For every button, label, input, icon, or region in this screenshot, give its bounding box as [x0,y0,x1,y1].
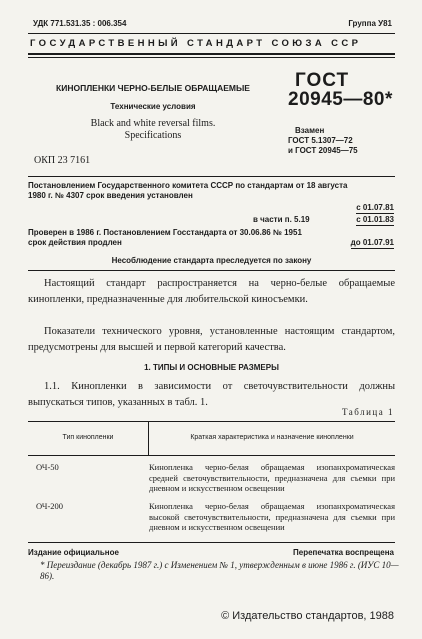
document-title: КИНОПЛЕНКИ ЧЕРНО-БЕЛЫЕ ОБРАЩАЕМЫЕ [56,83,250,93]
paragraph-quality: Показатели технического уровня, установленные настоящим стандартом, предусмотрены для высшей и первой категорий качества. [28,326,395,353]
row-film-type: ОЧ-50 [36,462,59,472]
legal-warning: Несоблюдение стандарта преследуется по закону [111,256,312,265]
document-subtitle: Технические условия [110,102,196,111]
state-standard-heading: ГОСУДАРСТВЕННЫЙ СТАНДАРТ СОЮЗА ССР [30,38,362,49]
table-top-rule [28,421,395,422]
okp-code: ОКП 23 7161 [34,155,91,166]
intro-date-2: с 01.01.83 [356,215,394,224]
table-header-type: Тип кинопленки [62,434,114,441]
gost-label: ГОСТ [295,70,350,91]
replaces-label: Взамен [295,126,325,135]
top-rule [28,33,395,34]
table-header-rule [28,455,395,456]
header-rule-thick [28,53,395,55]
english-title [28,118,278,142]
replaces-gost-1: ГОСТ 5.1307—72 [288,136,353,145]
gost-number: 20945—80* [288,89,393,110]
english-title-line1: Black and white reversal films. [90,118,216,129]
resolution-line1: Постановлением Государственного комитета СССР по стандартам от 18 августа [28,181,348,190]
group-code: Группа У81 [348,19,392,28]
paragraph-types: 1.1. Кинопленки в зависимости от светочувствительности должны выпускаться типов, указанных в табл. 1. [28,381,395,408]
udk-code: УДК 771.531.35 : 006.354 [33,19,127,28]
table-bottom-rule [28,542,395,543]
official-edition: Издание официальное [28,548,119,557]
row-film-type: ОЧ-200 [36,501,64,511]
checked-line1: Проверен в 1986 г. Постановлением Госстандарта от 30.06.86 № 1951 [28,228,302,237]
table-header-description: Краткая характеристика и назначение кинопленки [190,434,354,441]
section-title: 1. ТИПЫ И ОСНОВНЫЕ РАЗМЕРЫ [144,363,279,372]
resolution-line2: 1980 г. № 4307 срок введения установлен [28,191,193,200]
english-title-line2: Specifications [124,130,182,141]
table-row [28,501,395,539]
table-label: Таблица 1 [342,407,394,417]
row-film-description: Кинопленка черно-белая обращаемая изопанхроматическая высокой светочувствительности, предназначена для съемки при дневном и искусственном освещении [149,501,395,532]
divider-rule [28,176,395,177]
copyright: © Издательство стандартов, 1988 [221,610,394,622]
paragraph-scope: Настоящий стандарт распространяется на черно-белые обращаемые кинопленки, предназначенные для любительской киносъемки. [28,278,395,305]
reissue-note: * Переиздание (декабрь 1987 г.) с Изменением № 1, утвержденным в июне 1986 г. (ИУС 10—86). [40,560,399,581]
validity-date: до 01.07.91 [350,238,394,247]
resolution-block [28,181,395,201]
table-row [28,462,395,500]
replaces-gost-2: и ГОСТ 20945—75 [288,146,358,155]
part-label: в части п. 5.19 [253,215,310,224]
reprint-prohibited: Перепечатка воспрещена [293,548,394,557]
replaces-block [288,126,358,156]
row-film-description: Кинопленка черно-белая обращаемая изопанхроматическая средней светочувствительности, предназначена для съемки при дневном и искусственном освещении [149,462,395,493]
warning-rule [28,270,395,271]
header-rule-thin [28,57,395,58]
intro-date-1: с 01.07.81 [356,203,394,212]
checked-line2: срок действия продлен [28,238,122,247]
